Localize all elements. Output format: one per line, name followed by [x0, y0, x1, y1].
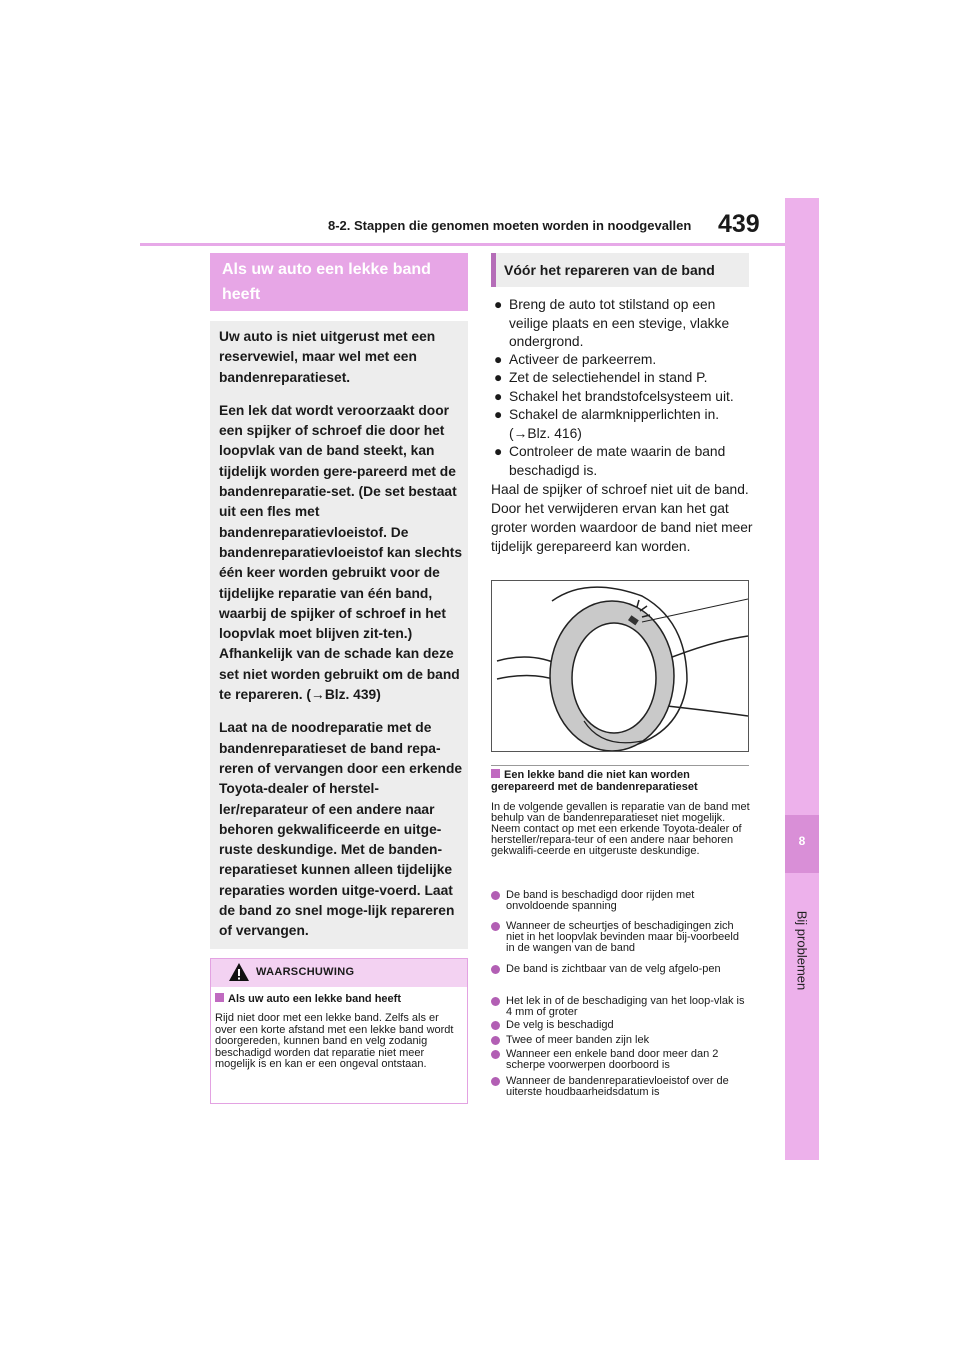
square-bullet-icon [215, 993, 224, 1002]
intro-paragraph-3: Laat na de noodreparatie met de bandenreparatieset de band repa-reren of vervangen door een erkende Toyota-dealer of herstel-ler/reparateur of een andere naar behoren gekwalificeerde en uitge-ruste deskundige. Met de banden-reparatieset kunnen alleen tijdelijke reparaties worden uitge-voerd. Laat de band zo snel moge-lijk repareren of vervangen. [219, 720, 463, 939]
warning-subheading-row [215, 993, 401, 1005]
header-divider [140, 243, 786, 246]
right-heading: Vóór het repareren van de band [504, 262, 715, 278]
warning-body: Rijd niet door met een lekke band. Zelfs als er over een korte afstand met een lekke band wordt doorgereden, kunnen band en velg zodanig beschadigd worden dat reparatie niet meer mogelijk is en kan er een ongeval ontstaan. [215, 1012, 454, 1071]
bullet-icon: ● [494, 407, 503, 422]
chapter-label-wrap [756, 870, 848, 1030]
subsection-body: In de volgende gevallen is reparatie van de band met behulp van de bandenreparatieset niet mogelijk. Neem contact op met een erkende Toyota-dealer of hersteller/repara-teur of een andere naar behoren gekwalifi-ceerde en uitgeruste deskundige. [491, 801, 750, 857]
round-bullet-icon [491, 1077, 500, 1086]
chapter-number: 8 [798, 834, 806, 848]
round-bullet-icon [491, 965, 500, 974]
tire-illustration-svg [492, 581, 748, 751]
round-bullet-icon [491, 1021, 500, 1030]
tire-puncture-illustration [491, 580, 749, 752]
bullet-icon: ● [494, 352, 503, 367]
warning-paragraph: Haal de spijker of schroef niet uit de band. Door het verwijderen ervan kan het gat groter worden waardoor de band niet meer tijdelijk gerepareerd kan worden. [491, 482, 753, 554]
section-title: 8-2. Stappen die genomen moeten worden in noodgevallen [328, 218, 692, 233]
intro-paragraph-1: Uw auto is niet uitgerust met een reservewiel, maar wel met een bandenreparatieset. [219, 329, 436, 385]
bullet-icon: ● [494, 444, 503, 459]
left-heading: Als uw auto een lekke band heeft [222, 261, 431, 303]
round-bullet-icon [491, 1050, 500, 1059]
subsection-heading: Een lekke band die niet kan worden gerepareerd met de bandenreparatieset [491, 769, 698, 793]
bullet-icon: ● [494, 297, 503, 312]
subsection-divider [491, 765, 749, 766]
intro-paragraph-2: Een lek dat wordt veroorzaakt door een spijker of schroef die door het loopvlak van de band steekt, kan tijdelijk worden gere-pareerd met de bandenreparatie-set. (De set bestaat uit een fles met bandenreparatievloeistof. De bandenreparatievloeistof kan slechts één keer worden gebruikt voor de tijdelijke reparatie van één band, waarbij de spijker of schroef in het loopvlak moet blijven zit-ten.) Afhankelijk van de schade kan deze set niet worden gebruikt om de band te repareren. (→Blz. 439) [219, 402, 463, 703]
warning-title: WAARSCHUWING [256, 966, 355, 978]
bullet-icon: ● [494, 370, 503, 385]
bullet-icon: ● [494, 389, 503, 404]
round-bullet-icon [491, 997, 500, 1006]
warning-subheading: Als uw auto een lekke band heeft [228, 993, 401, 1005]
square-bullet-icon [491, 769, 500, 778]
page-number: 439 [718, 210, 760, 238]
warning-triangle-icon [228, 962, 250, 982]
chapter-label: Bij problemen [794, 910, 810, 990]
intro-text [219, 327, 465, 955]
round-bullet-icon [491, 1036, 500, 1045]
round-bullet-icon [491, 922, 500, 931]
subsection-heading-row [491, 769, 753, 793]
round-bullet-icon [491, 891, 500, 900]
